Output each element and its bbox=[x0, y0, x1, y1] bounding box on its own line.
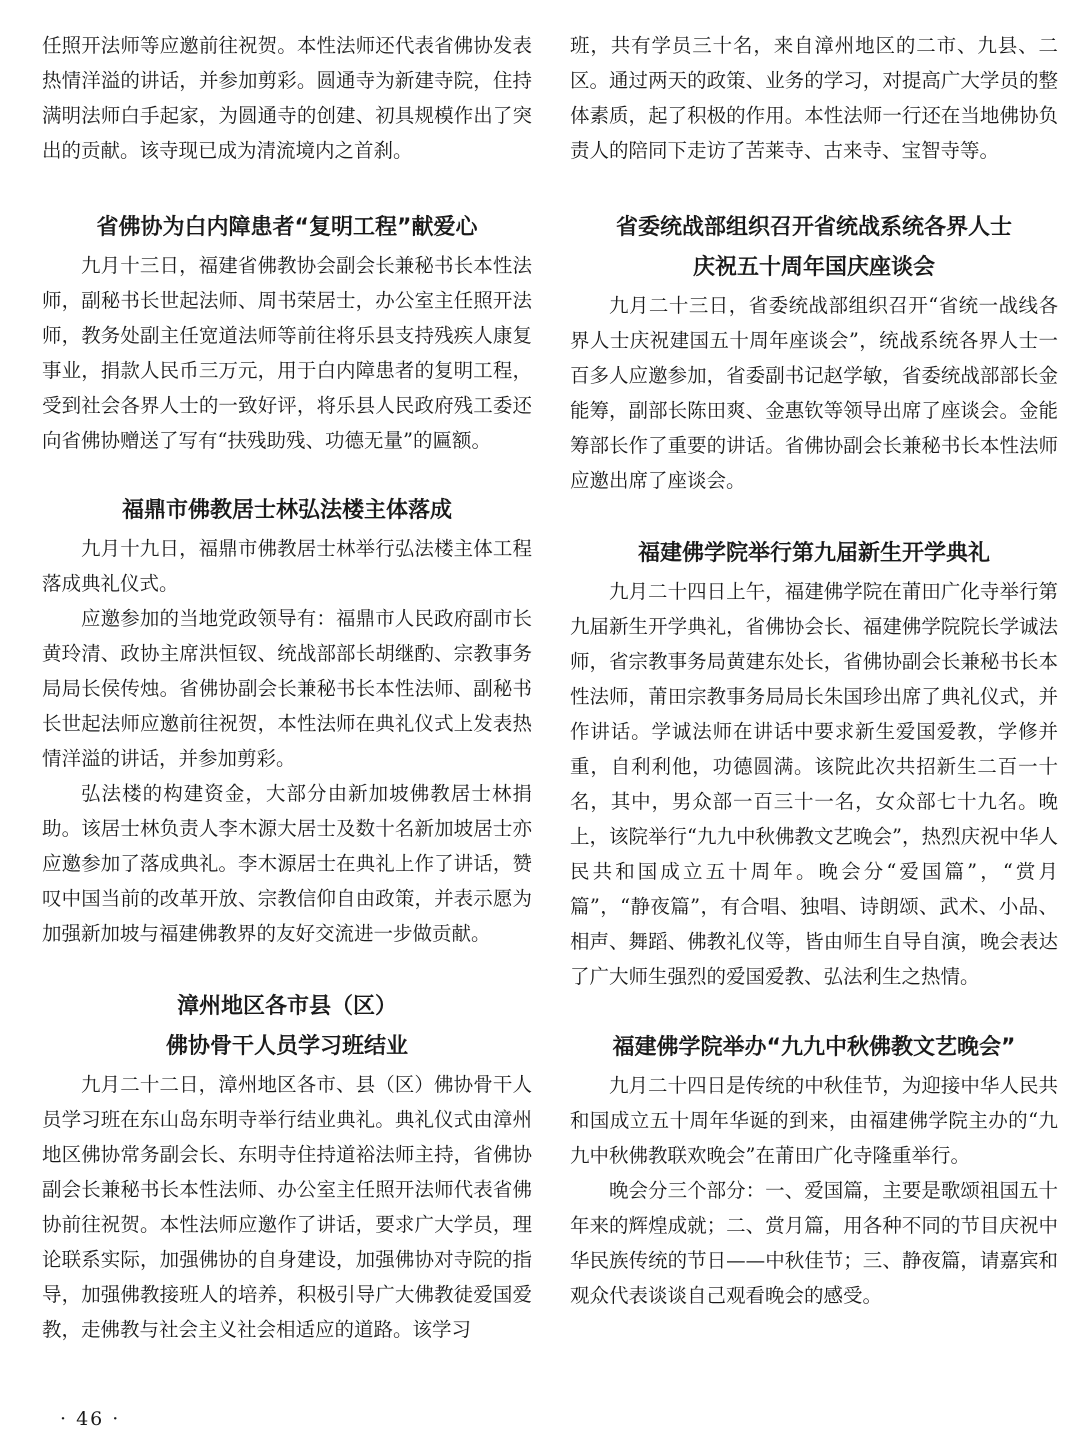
continued-paragraph: 班，共有学员三十名，来自漳州地区的二市、九县、二区。通过两天的政策、业务的学习，对提高广大学员的整体素质，起了积极的作用。本性法师一行还在当地佛协负责人的陪同下走访了苦莱寺、古来寺、宝智寺等。 bbox=[570, 34, 1058, 162]
article-paragraph: 九月十三日，福建省佛教协会副会长兼秘书长本性法师，副秘书长世起法师、周书荣居士，办公室主任照开法师，教务处副主任宽道法师等前往将乐县支持残疾人康复事业，捐款人民币三万元，用于白内障患者的复明工程，受到社会各界人士的一致好评，将乐县人民政府残工委还向省佛协赠送了写有“扶残助残、功德无量”的匾额。 bbox=[42, 254, 532, 452]
article-paragraph: 应邀参加的当地党政领导有：福鼎市人民政府副市长黄玲清、政协主席洪恒钗、统战部部长胡继酌、宗教事务局局长侯传烛。省佛协副会长兼秘书长本性法师、副秘书长世起法师应邀前往祝贺，本性法师在典礼仪式上发表热情洋溢的讲话，并参加剪彩。 bbox=[42, 607, 532, 770]
article-title-fuding-hall: 福鼎市佛教居士林弘法楼主体落成 bbox=[121, 498, 452, 523]
article-paragraph: 弘法楼的构建资金，大部分由新加坡佛教居士林捐助。该居士林负责人李木源大居士及数十名新加坡居士亦应邀参加了落成典礼。李木源居士在典礼上作了讲话，赞叹中国当前的改革开放、宗教信仰自由政策，并表示愿为加强新加坡与福建佛教界的友好交流进一步做贡献。 bbox=[42, 782, 532, 945]
article-paragraph: 九月二十四日是传统的中秋佳节，为迎接中华人民共和国成立五十周年华诞的到来，由福建佛学院主办的“九九中秋佛教联欢晚会”在莆田广化寺隆重举行。 bbox=[570, 1074, 1058, 1167]
article-paragraph: 九月二十三日，省委统战部组织召开“省统一战线各界人士庆祝建国五十周年座谈会”，统战系统各界人士一百多人应邀参加，省委副书记赵学敏，省委统战部部长金能筹，副部长陈田爽、金惠钦等领导出席了座谈会。金能筹部长作了重要的讲话。省佛协副会长兼秘书长本性法师应邀出席了座谈会。 bbox=[570, 294, 1058, 492]
article-title-academy-opening: 福建佛学院举行第九届新生开学典礼 bbox=[637, 541, 990, 566]
article-title-symposium-line1: 省委统战部组织召开省统战系统各界人士 bbox=[615, 215, 1012, 240]
article-paragraph: 九月二十二日，漳州地区各市、县（区）佛协骨干人员学习班在东山岛东明寺举行结业典礼。典礼仪式由漳州地区佛协常务副会长、东明寺住持道裕法师主持，省佛协副会长兼秘书长本性法师、办公室主任照开法师代表省佛协前往祝贺。本性法师应邀作了讲话，要求广大学员，理论联系实际，加强佛协的自身建设，加强佛协对寺院的指导，加强佛教接班人的培养，积极引导广大佛教徒爱国爱教，走佛教与社会主义社会相适应的道路。该学习 bbox=[42, 1073, 532, 1341]
page-number: · 46 · bbox=[60, 1408, 121, 1430]
article-title-symposium-line2: 庆祝五十周年国庆座谈会 bbox=[692, 255, 935, 280]
article-title-blind-charity: 省佛协为白内障患者“复明工程”献爱心 bbox=[96, 215, 478, 240]
article-paragraph: 九月十九日，福鼎市佛教居士林举行弘法楼主体工程落成典礼仪式。 bbox=[42, 537, 532, 595]
article-paragraph: 晚会分三个部分：一、爱国篇，主要是歌颂祖国五十年来的辉煌成就；二、赏月篇，用各种不同的节目庆祝中华民族传统的节日——中秋佳节；三、静夜篇，请嘉宾和观众代表谈谈自己观看晚会的感受。 bbox=[570, 1179, 1058, 1307]
continued-paragraph: 任照开法师等应邀前往祝贺。本性法师还代表省佛协发表热情洋溢的讲话，并参加剪彩。圆通寺为新建寺院，住持满明法师白手起家，为圆通寺的创建、初具规模作出了突出的贡献。该寺现已成为清流境内之首刹。 bbox=[42, 34, 532, 162]
article-title-mid-autumn-gala: 福建佛学院举办“九九中秋佛教文艺晚会” bbox=[612, 1035, 1016, 1060]
right-column bbox=[570, 28, 1058, 1313]
article-paragraph: 九月二十四日上午，福建佛学院在莆田广化寺举行第九届新生开学典礼，省佛协会长、福建佛学院院长学诚法师，省宗教事务局黄建东处长，省佛协副会长兼秘书长本性法师，莆田宗教事务局局长朱国珍出席了典礼仪式，并作讲话。学诚法师在讲话中要求新生爱国爱教，学修并重，自利利他，功德圆满。该院此次共招新生二百一十名，其中，男众部一百三十一名，女众部七十九名。晚上，该院举行“九九中秋佛教文艺晚会”，热烈庆祝中华人民共和国成立五十周年。晚会分“爱国篇”，“赏月篇”，“静夜篇”，有合唱、独唱、诗朗颂、武术、小品、相声、舞蹈、佛教礼仪等，皆由师生自导自演，晚会表达了广大师生强烈的爱国爱教、弘法利生之热情。 bbox=[570, 580, 1058, 988]
article-title-zhangzhou-line1: 漳州地区各市县（区） bbox=[176, 994, 397, 1019]
article-title-zhangzhou-line2: 佛协骨干人员学习班结业 bbox=[165, 1034, 408, 1059]
left-column bbox=[42, 28, 532, 1347]
